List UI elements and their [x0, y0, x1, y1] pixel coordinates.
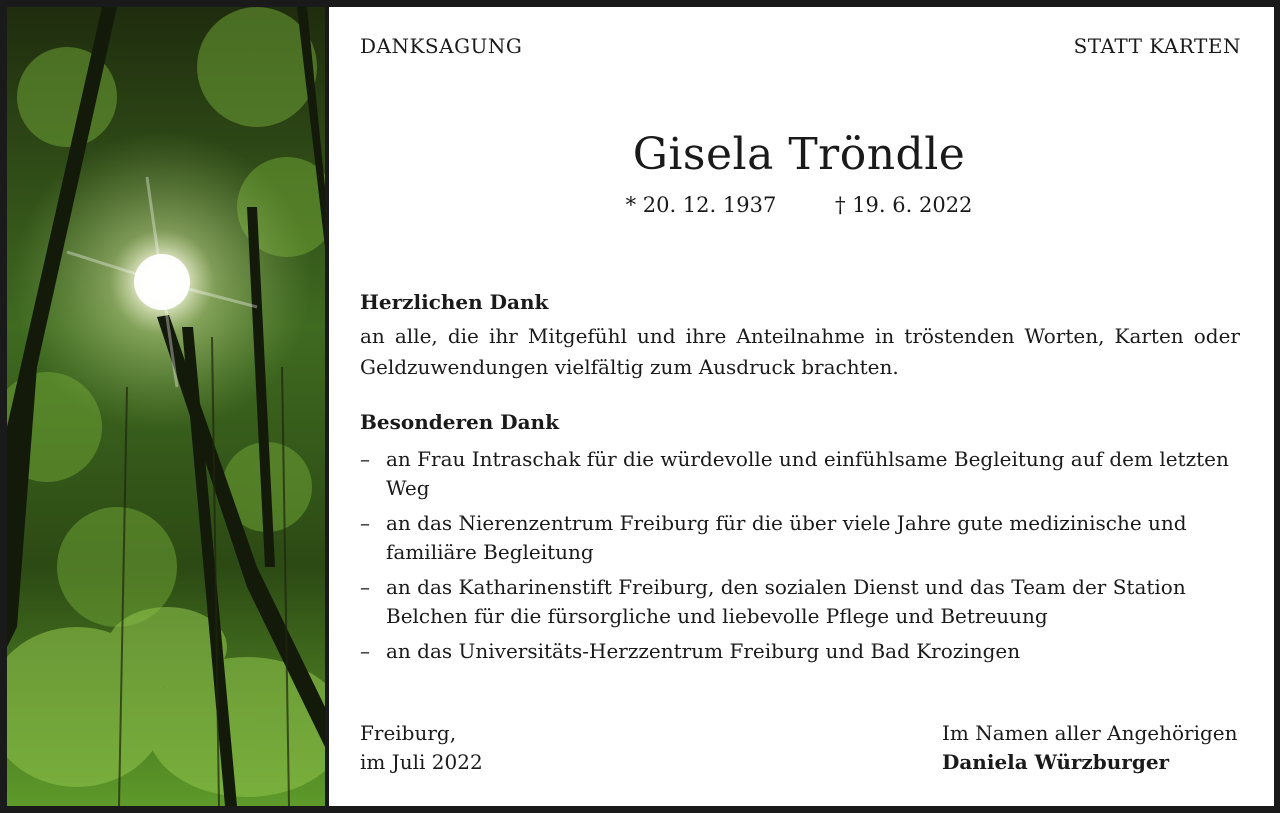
- signature-block: [942, 719, 1238, 777]
- thanks-text: an alle, die ihr Mitgefühl und ihre Anteilnahme in tröstenden Worten, Karten oder Geldzuwendungen vielfältig zum Ausdruck brachten.: [360, 324, 1240, 379]
- list-item: – an Frau Intraschak für die würdevolle und einfühlsame Begleitung auf dem letzten Weg: [360, 447, 1229, 500]
- signer-name: Daniela Würzburger: [942, 750, 1170, 774]
- header-label-left: DANKSAGUNG: [360, 34, 523, 58]
- forest-sunlight-photo: [7, 7, 325, 806]
- thanks-title: Herzlichen Dank: [360, 290, 549, 314]
- list-item: – an das Universitäts-Herzzentrum Freiburg und Bad Krozingen: [360, 639, 1021, 663]
- on-behalf-text: Im Namen aller Angehörigen: [942, 721, 1238, 745]
- special-thanks-list: [360, 445, 1240, 672]
- place: Freiburg,: [360, 721, 457, 745]
- special-thanks-title: Besonderen Dank: [360, 410, 559, 434]
- date: im Juli 2022: [360, 750, 483, 774]
- obituary-card: [329, 7, 1274, 806]
- list-item: – an das Nierenzentrum Freiburg für die über viele Jahre gute medizinische und familiäre Begleitung: [360, 511, 1187, 564]
- death-date: † 19. 6. 2022: [835, 193, 973, 217]
- place-and-date: [360, 719, 483, 777]
- header-label-right: STATT KARTEN: [1073, 34, 1241, 58]
- life-dates: [329, 193, 1269, 217]
- list-item: – an das Katharinenstift Freiburg, den sozialen Dienst und das Team der Station Belchen für die fürsorgliche und liebevolle Pflege und Betreuung: [360, 575, 1186, 628]
- deceased-name: Gisela Tröndle: [632, 129, 966, 180]
- birth-date: * 20. 12. 1937: [625, 193, 777, 217]
